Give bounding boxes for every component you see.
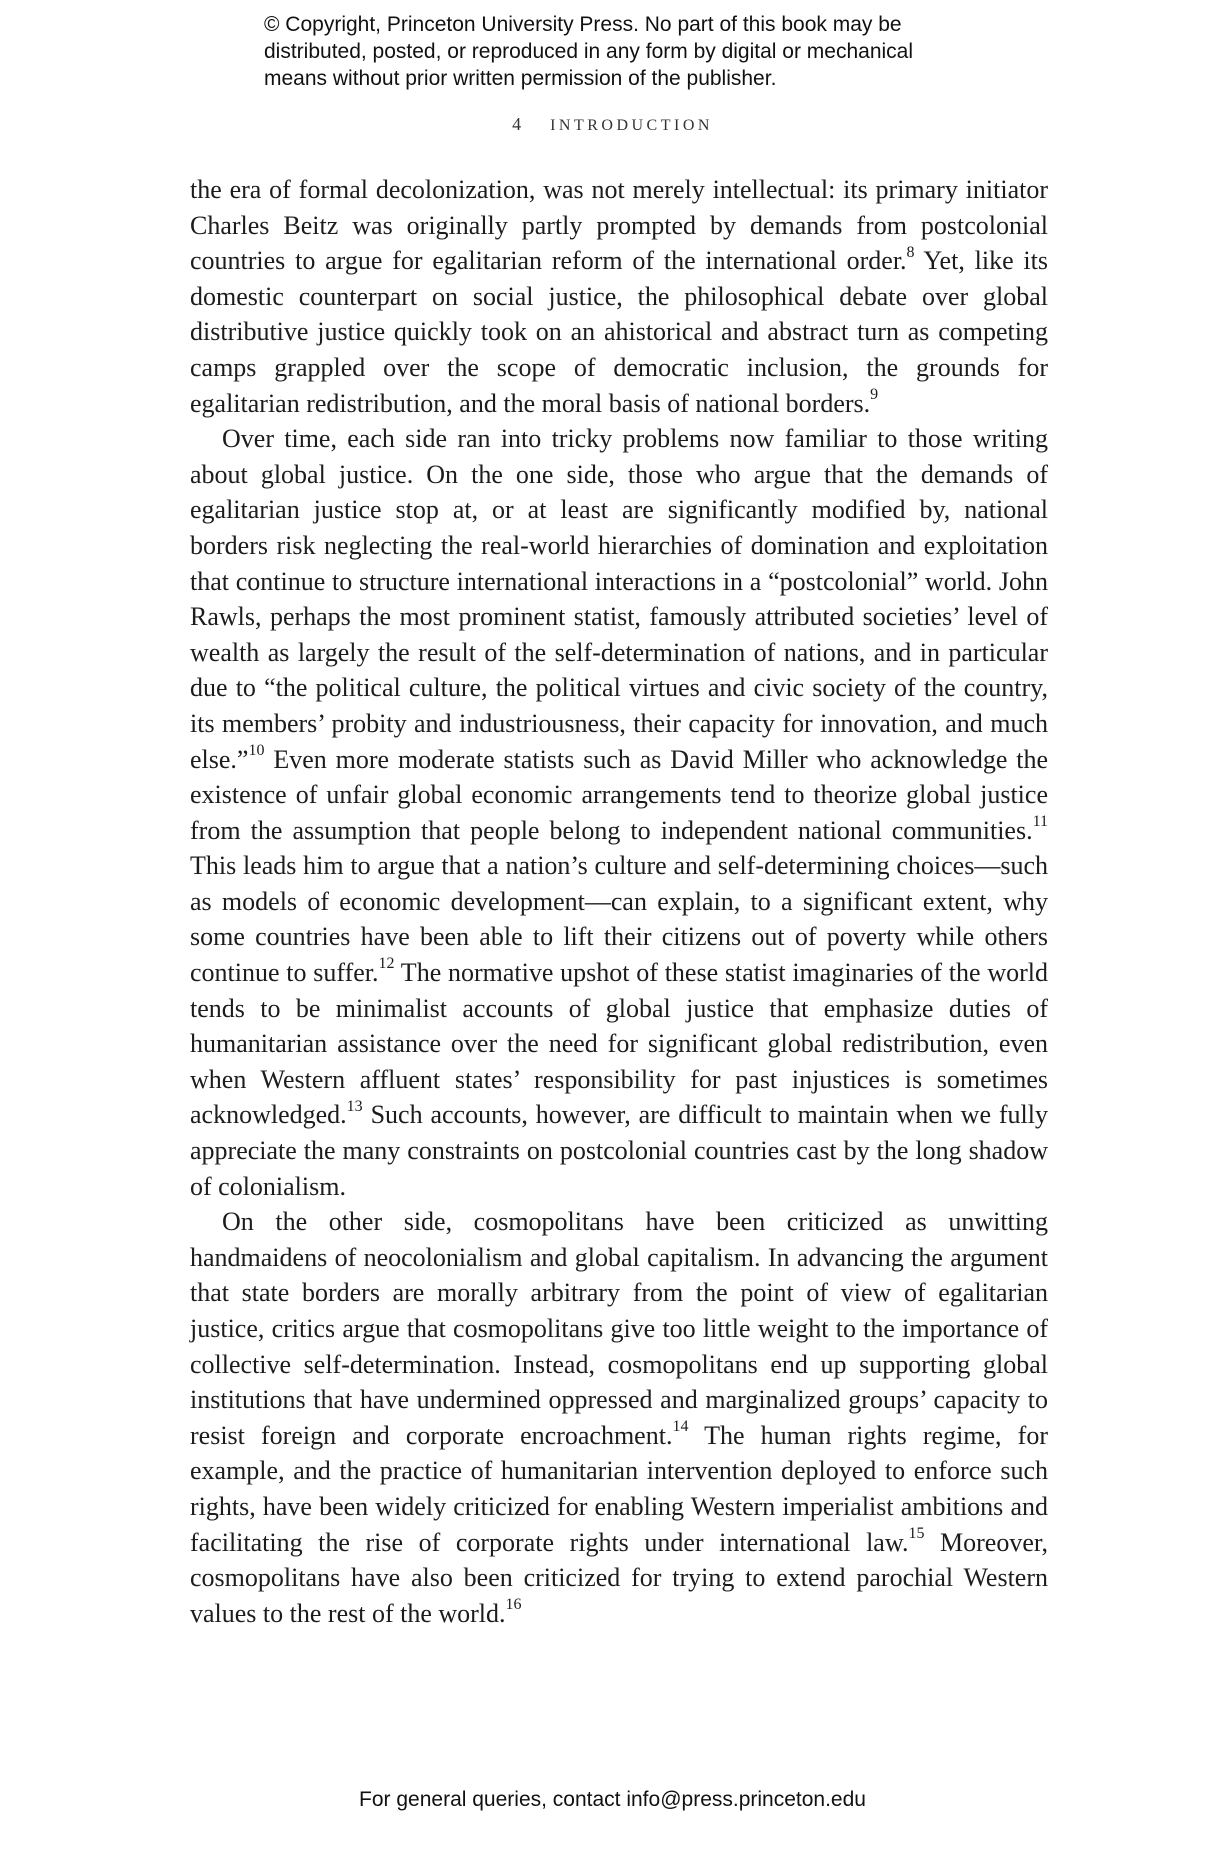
text-run: This leads him to argue that a nation’s culture and self-determining choices—such as models of economic development—can explain, to a significant extent, why some countries have been able to lift their citizens out of poverty while others continue to suffer. bbox=[190, 851, 1048, 988]
footnote-ref-8[interactable]: 8 bbox=[906, 243, 915, 261]
copyright-notice bbox=[264, 11, 1024, 92]
text-run: the era of formal decolonization, was not merely intellectual: its primary initiator Charles Beitz was originally partly prompted by demands from postcolonial countries to argue for egalitarian reform of the international order. bbox=[190, 175, 1048, 276]
text-run: Yet, like its domestic counterpart on social justice, the philosophical debate over global distributive justice quickly took on an ahistorical and abstract turn as competing camps grappled over the scope of democratic inclusion, the grounds for egalitarian redistribution, and the moral basis of national borders. bbox=[190, 246, 1048, 418]
page-number: 4 bbox=[512, 114, 525, 134]
footnote-ref-13[interactable]: 13 bbox=[346, 1097, 363, 1115]
text-run: Even more moderate statists such as David Miller who acknowledge the existence of unfair global economic arrangements tend to theorize global justice from the assumption that people belong to independent national communities. bbox=[190, 744, 1048, 845]
footnote-ref-14[interactable]: 14 bbox=[672, 1418, 689, 1436]
text-run: Over time, each side ran into tricky problems now familiar to those writing about global justice. On the one side, those who argue that the demands of egalitarian justice stop at, or at least are significantly modified by, national borders risk neglecting the real-world hierarchies of domination and exploitation that continue to structure international interactions in a “postcolonial” world. John Rawls, perhaps the most prominent statist, famously attributed societies’ level of wealth as largely the result of the self-determination of nations, and in particular due to “the political culture, the political virtues and civic society of the country, its members’ probity and industriousness, their capacity for innovation, and much else.” bbox=[190, 424, 1048, 774]
footnote-ref-9[interactable]: 9 bbox=[870, 385, 879, 403]
paragraph-2 bbox=[190, 421, 1048, 1204]
body-text bbox=[190, 172, 1048, 1631]
copyright-line-2: distributed, posted, or reproduced in any form by digital or mechanical bbox=[264, 40, 914, 63]
running-head bbox=[0, 114, 1225, 135]
paragraph-1 bbox=[190, 172, 1048, 421]
text-run: Moreover, cosmopolitans have also been criticized for trying to extend parochial Western values to the rest of the world. bbox=[190, 1527, 1048, 1628]
footnote-ref-15[interactable]: 15 bbox=[908, 1524, 925, 1542]
footer-contact: For general queries, contact info@press.princeton.edu bbox=[359, 1788, 866, 1811]
paragraph-3 bbox=[190, 1204, 1048, 1631]
text-run: Such accounts, however, are difficult to maintain when we fully appreciate the many constraints on postcolonial countries cast by the long shadow of colonialism. bbox=[190, 1100, 1048, 1201]
footnote-ref-16[interactable]: 16 bbox=[505, 1596, 522, 1614]
footnote-ref-12[interactable]: 12 bbox=[378, 955, 395, 973]
text-run: The human rights regime, for example, and the practice of humanitarian intervention deployed to enforce such rights, have been widely criticized for enabling Western imperialist ambitions and facilitating the rise of corporate rights under international law. bbox=[190, 1420, 1048, 1557]
footnote-ref-11[interactable]: 11 bbox=[1032, 813, 1048, 831]
copyright-line-1: © Copyright, Princeton University Press. No part of this book may be bbox=[264, 13, 902, 36]
section-title: INTRODUCTION bbox=[550, 117, 713, 134]
copyright-line-3: means without prior written permission of the publisher. bbox=[264, 67, 777, 90]
footnote-ref-10[interactable]: 10 bbox=[248, 741, 265, 759]
text-run: On the other side, cosmopolitans have been criticized as unwitting handmaidens of neocolonialism and global capitalism. In advancing the argument that state borders are morally arbitrary from the point of view of egalitarian justice, critics argue that cosmopolitans give too little weight to the importance of collective self-determination. Instead, cosmopolitans end up supporting global institutions that have undermined oppressed and marginalized groups’ capacity to resist foreign and corporate encroachment. bbox=[190, 1207, 1048, 1450]
text-run: The normative upshot of these statist imaginaries of the world tends to be minimalist accounts of global justice that emphasize duties of humanitarian assistance over the need for significant global redistribution, even when Western affluent states’ responsibility for past injustices is sometimes acknowledged. bbox=[190, 958, 1048, 1130]
